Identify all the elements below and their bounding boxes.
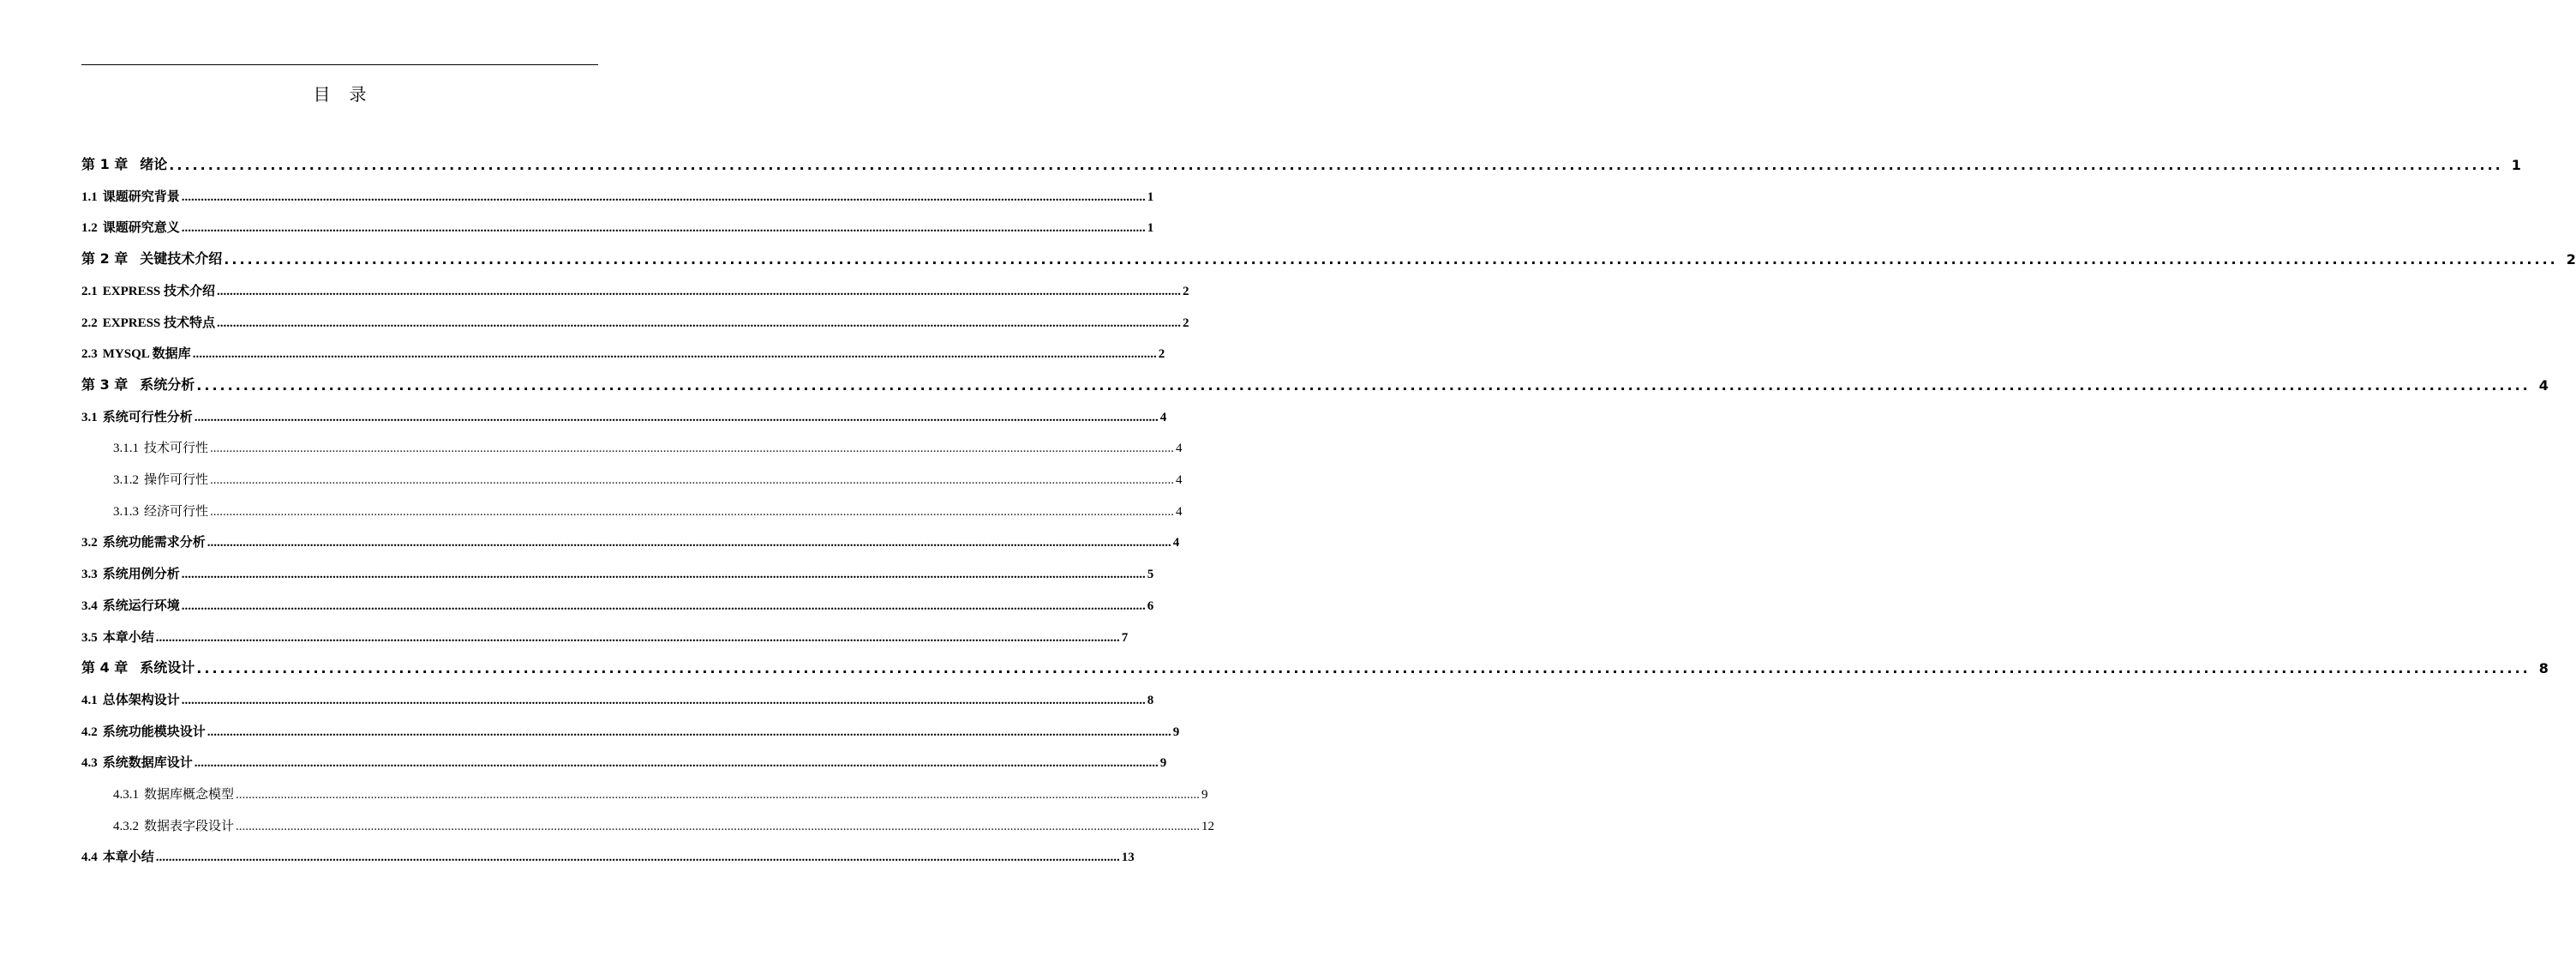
dot-leader: ............................................................................................................................................................................................................................................................................................................ <box>196 660 2531 677</box>
toc-entry-text: 系统设计 <box>140 659 195 676</box>
toc-entry-page: 4 <box>1176 473 1183 487</box>
toc-entry-title <box>81 153 167 173</box>
dot-leader: ............................................................................................................................................................................................................................................................................................................ <box>194 410 1159 424</box>
toc-entry[interactable] <box>81 242 2576 268</box>
dot-leader: ............................................................................................................................................................................................................................................................................................................ <box>155 630 1120 645</box>
toc-entry[interactable] <box>81 210 1154 236</box>
toc-entry[interactable] <box>81 714 1180 740</box>
toc-entry-title <box>81 564 180 582</box>
toc-entry-number: 4.3.1 <box>113 788 139 802</box>
header-rule <box>81 64 598 65</box>
toc-entry-number: 4.4 <box>81 851 98 865</box>
toc-entry[interactable] <box>81 620 1129 646</box>
toc-entry-title <box>81 344 191 362</box>
toc-entry-text: 操作可行性 <box>144 473 209 487</box>
toc-entry-text: 总体架构设计 <box>102 693 180 707</box>
toc-entry-text: 绪论 <box>140 156 168 172</box>
dot-leader: ............................................................................................................................................................................................................................................................................................................ <box>181 189 1146 204</box>
toc-entry-title <box>81 187 180 205</box>
dot-leader: ............................................................................................................................................................................................................................................................................................................ <box>181 598 1146 613</box>
toc-entry-number: 3.3 <box>81 568 98 582</box>
toc-entry-number: 3.5 <box>81 630 98 645</box>
toc-entry-number: 1.1 <box>81 189 98 204</box>
toc-entry-title <box>81 218 180 236</box>
toc-entry-text: 系统功能需求分析 <box>102 536 206 550</box>
toc-entry-text: 课题研究意义 <box>102 221 180 236</box>
toc-entry-title <box>113 785 234 803</box>
toc-entry-title <box>81 281 215 299</box>
toc-entry-number: 2.2 <box>81 316 98 330</box>
toc-entry[interactable] <box>81 839 1135 865</box>
toc-entry-title <box>81 596 180 614</box>
toc-entry-page: 4 <box>1176 442 1183 456</box>
dot-leader: ............................................................................................................................................................................................................................................................................................................ <box>236 788 1201 802</box>
dot-leader: ............................................................................................................................................................................................................................................................................................................ <box>196 376 2531 394</box>
toc-entry-page: 2 <box>1183 284 1189 298</box>
toc-entry-title <box>81 722 206 740</box>
dot-leader: ............................................................................................................................................................................................................................................................................................................ <box>194 756 1159 771</box>
toc-entry-text: 系统数据库设计 <box>102 756 193 771</box>
dot-leader: ............................................................................................................................................................................................................................................................................................................ <box>169 157 2503 173</box>
toc-entry-title <box>81 532 206 550</box>
toc-entry-number: 2.1 <box>81 284 98 298</box>
toc-entry-page: 1 <box>2511 157 2521 173</box>
toc-entry-number: 4.3.2 <box>113 819 139 833</box>
dot-leader: ............................................................................................................................................................................................................................................................................................................ <box>181 221 1146 236</box>
toc-entry-text: 技术可行性 <box>144 442 209 456</box>
toc-entry-text: 系统可行性分析 <box>102 410 193 424</box>
dot-leader: ............................................................................................................................................................................................................................................................................................................ <box>217 284 1182 298</box>
toc-entry[interactable] <box>81 556 1154 582</box>
toc-entry[interactable] <box>113 462 1183 488</box>
toc-entry-number: 1.2 <box>81 221 98 236</box>
toc-entry[interactable] <box>81 179 1154 205</box>
dot-leader: ............................................................................................................................................................................................................................................................................................................ <box>192 347 1157 362</box>
toc-entry-title <box>81 690 180 708</box>
toc-entry-title <box>81 407 193 425</box>
toc-entry[interactable] <box>81 336 1165 362</box>
toc-entry-page: 1 <box>1147 189 1154 204</box>
toc-entry[interactable] <box>81 682 1154 708</box>
toc-entry-number: 第 2 章 <box>81 250 129 268</box>
toc-entry-title <box>81 628 154 646</box>
toc-entry-page: 4 <box>1176 504 1183 519</box>
page-title: 目录 <box>313 84 386 105</box>
toc-entry[interactable] <box>113 809 1215 834</box>
toc-entry-page: 9 <box>1201 788 1208 802</box>
toc-entry-text: 系统分析 <box>140 376 195 393</box>
toc-entry-number: 4.2 <box>81 725 98 739</box>
dot-leader: ............................................................................................................................................................................................................................................................................................................ <box>210 442 1175 456</box>
toc-entry-number: 3.1.3 <box>113 504 139 519</box>
toc-entry-title <box>81 847 154 865</box>
toc-entry[interactable] <box>81 400 1167 425</box>
toc-entry-text: 系统功能模块设计 <box>102 725 206 739</box>
toc-entry[interactable] <box>113 494 1183 520</box>
dot-leader: ............................................................................................................................................................................................................................................................................................................ <box>181 693 1146 707</box>
toc-entry-title <box>81 248 222 268</box>
toc-entry[interactable] <box>81 525 1180 550</box>
dot-leader: ............................................................................................................................................................................................................................................................................................................ <box>207 536 1171 550</box>
toc-entry-title <box>81 313 215 331</box>
dot-leader: ............................................................................................................................................................................................................................................................................................................ <box>155 851 1120 865</box>
toc-entry[interactable] <box>81 147 2521 173</box>
dot-leader: ............................................................................................................................................................................................................................................................................................................ <box>210 473 1175 487</box>
toc-entry-text: EXPRESS 技术特点 <box>102 316 216 330</box>
toc-entry-page: 12 <box>1201 819 1215 833</box>
toc-entry-page: 8 <box>2538 660 2549 677</box>
toc-entry-page: 9 <box>1159 756 1167 771</box>
toc-entry-text: 系统用例分析 <box>102 568 180 582</box>
toc-entry-title <box>113 816 234 834</box>
toc-entry[interactable] <box>81 651 2549 677</box>
toc-entry-text: 数据表字段设计 <box>144 819 235 833</box>
toc-entry-title <box>113 502 208 520</box>
toc-entry-text: 本章小结 <box>102 851 154 865</box>
toc-entry-page: 4 <box>2538 376 2549 394</box>
toc-entry-text: 课题研究背景 <box>102 189 180 204</box>
toc-entry-page: 5 <box>1147 568 1154 582</box>
toc-entry-page: 6 <box>1147 598 1154 613</box>
toc-entry-page: 2 <box>2566 251 2576 268</box>
dot-leader: ............................................................................................................................................................................................................................................................................................................ <box>181 568 1146 582</box>
toc-entry-page: 9 <box>1172 725 1180 739</box>
toc-entry-page: 1 <box>1147 221 1154 236</box>
toc-entry-number: 2.3 <box>81 347 98 362</box>
dot-leader: ............................................................................................................................................................................................................................................................................................................ <box>210 504 1175 519</box>
toc-entry-text: 系统运行环境 <box>102 598 180 613</box>
toc-entry[interactable] <box>81 588 1154 614</box>
dot-leader: ............................................................................................................................................................................................................................................................................................................ <box>217 316 1182 330</box>
toc-entry-number: 3.1 <box>81 410 98 424</box>
toc-entry-page: 8 <box>1147 693 1154 707</box>
toc-entry-number: 3.1.2 <box>113 473 139 487</box>
toc-entry[interactable] <box>81 305 1189 331</box>
toc-entry-title <box>113 438 208 456</box>
toc-entry-text: 本章小结 <box>102 630 154 645</box>
toc-entry-text: 关键技术介绍 <box>140 250 223 268</box>
dot-leader: ............................................................................................................................................................................................................................................................................................................ <box>236 819 1201 833</box>
toc-entry-page: 2 <box>1158 347 1165 362</box>
toc-entry-number: 3.1.1 <box>113 442 139 456</box>
toc-entry[interactable] <box>113 430 1183 456</box>
dot-leader: ............................................................................................................................................................................................................................................................................................................ <box>207 725 1171 739</box>
toc-entry-number: 3.4 <box>81 598 98 613</box>
toc-entry-number: 4.1 <box>81 693 98 707</box>
toc-entry[interactable] <box>81 274 1189 299</box>
toc-entry-page: 4 <box>1172 536 1180 550</box>
toc-entry[interactable] <box>113 777 1208 803</box>
toc-entry[interactable] <box>81 745 1167 771</box>
toc-entry-title <box>81 753 193 771</box>
toc-entry-page: 13 <box>1121 851 1135 865</box>
toc-entry-number: 4.3 <box>81 756 98 771</box>
toc-entry-text: 数据库概念模型 <box>144 788 235 802</box>
toc-entry-page: 2 <box>1183 316 1189 330</box>
toc-entry-title <box>81 374 195 394</box>
dot-leader: ............................................................................................................................................................................................................................................................................................................ <box>224 251 2558 268</box>
toc-entry-title <box>113 470 208 488</box>
toc-entry-number: 第 4 章 <box>81 659 129 676</box>
toc-entry-number: 第 1 章 <box>81 156 129 172</box>
toc-entry-number: 3.2 <box>81 536 98 550</box>
toc-entry-page: 4 <box>1159 410 1167 424</box>
toc-entry-title <box>81 657 195 676</box>
toc-entry-text: EXPRESS 技术介绍 <box>102 284 216 298</box>
toc-entry-page: 7 <box>1121 630 1129 645</box>
toc-entry-number: 第 3 章 <box>81 376 129 393</box>
toc-entry[interactable] <box>81 368 2549 394</box>
toc-entry-text: MYSQL 数据库 <box>102 347 191 362</box>
toc-entry-text: 经济可行性 <box>144 504 209 519</box>
